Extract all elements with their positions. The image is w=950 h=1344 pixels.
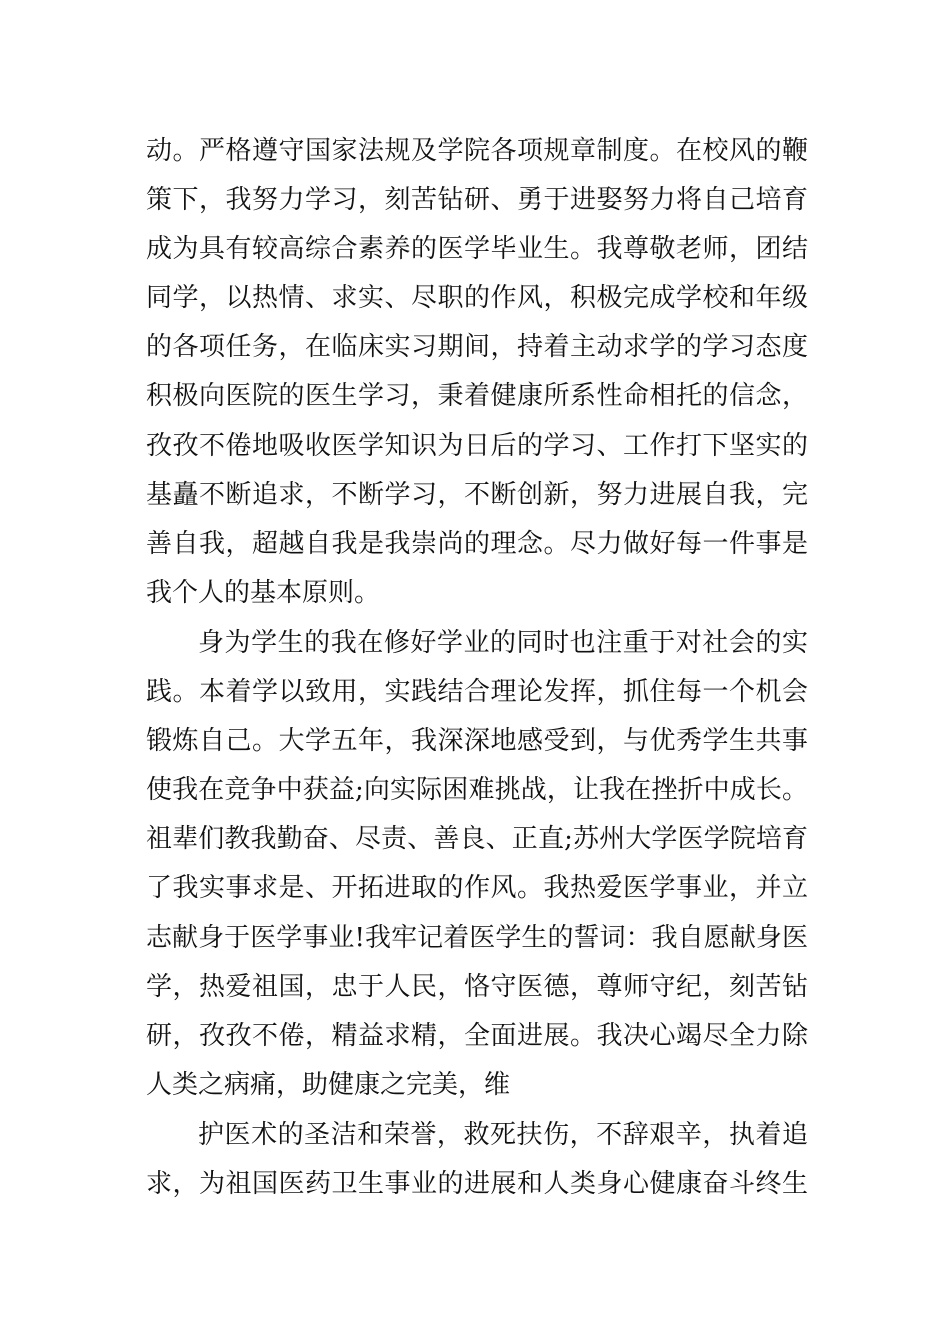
text-line: 同学，以热情、求实、尽职的作风，积极完成学校和年级 bbox=[146, 283, 808, 313]
text-line: 祖辈们教我勤奋、尽责、善良、正直;苏州大学医学院培育 bbox=[146, 824, 808, 854]
paragraph-first-line: 身为学生的我在修好学业的同时也注重于对社会的实 bbox=[198, 628, 808, 658]
text-line: 使我在竞争中获益;向实际困难挑战，让我在挫折中成长。 bbox=[146, 775, 808, 805]
text-line: 策下，我努力学习，刻苦钻研、勇于进娶努力将自己培育 bbox=[146, 185, 808, 215]
text-line: 研，孜孜不倦，精益求精，全面进展。我决心竭尽全力除 bbox=[146, 1021, 808, 1051]
text-line: 求，为祖国医药卫生事业的进展和人类身心健康奋斗终生 bbox=[146, 1169, 808, 1199]
text-line: 志献身于医学事业!我牢记着医学生的誓词：我自愿献身医 bbox=[146, 923, 808, 953]
text-line: 人类之病痛，助健康之完美，维 bbox=[146, 1070, 511, 1100]
text-line: 锻炼自己。大学五年，我深深地感受到，与优秀学生共事 bbox=[146, 726, 808, 756]
text-line: 了我实事求是、开拓进取的作风。我热爱医学事业，并立 bbox=[146, 873, 808, 903]
paragraph-first-line: 护医术的圣洁和荣誉，救死扶伤，不辞艰辛，执着追 bbox=[198, 1120, 808, 1150]
text-line: 学，热爱祖国，忠于人民，恪守医德，尊师守纪，刻苦钻 bbox=[146, 972, 808, 1002]
text-line: 善自我，超越自我是我崇尚的理念。尽力做好每一件事是 bbox=[146, 529, 808, 559]
text-line: 动。严格遵守国家法规及学院各项规章制度。在校风的鞭 bbox=[146, 136, 808, 166]
text-line: 积极向医院的医生学习，秉着健康所系性命相托的信念， bbox=[146, 381, 808, 411]
text-line: 成为具有较高综合素养的医学毕业生。我尊敬老师，团结 bbox=[146, 234, 808, 264]
text-line: 孜孜不倦地吸收医学知识为日后的学习、工作打下坚实的 bbox=[146, 431, 808, 461]
text-line: 我个人的基本原则。 bbox=[146, 578, 381, 608]
text-line: 践。本着学以致用，实践结合理论发挥，抓住每一个机会 bbox=[146, 677, 808, 707]
text-line: 的各项任务，在临床实习期间，持着主动求学的学习态度 bbox=[146, 332, 808, 362]
text-line: 基矗不断追求，不断学习，不断创新，努力进展自我，完 bbox=[146, 480, 808, 510]
